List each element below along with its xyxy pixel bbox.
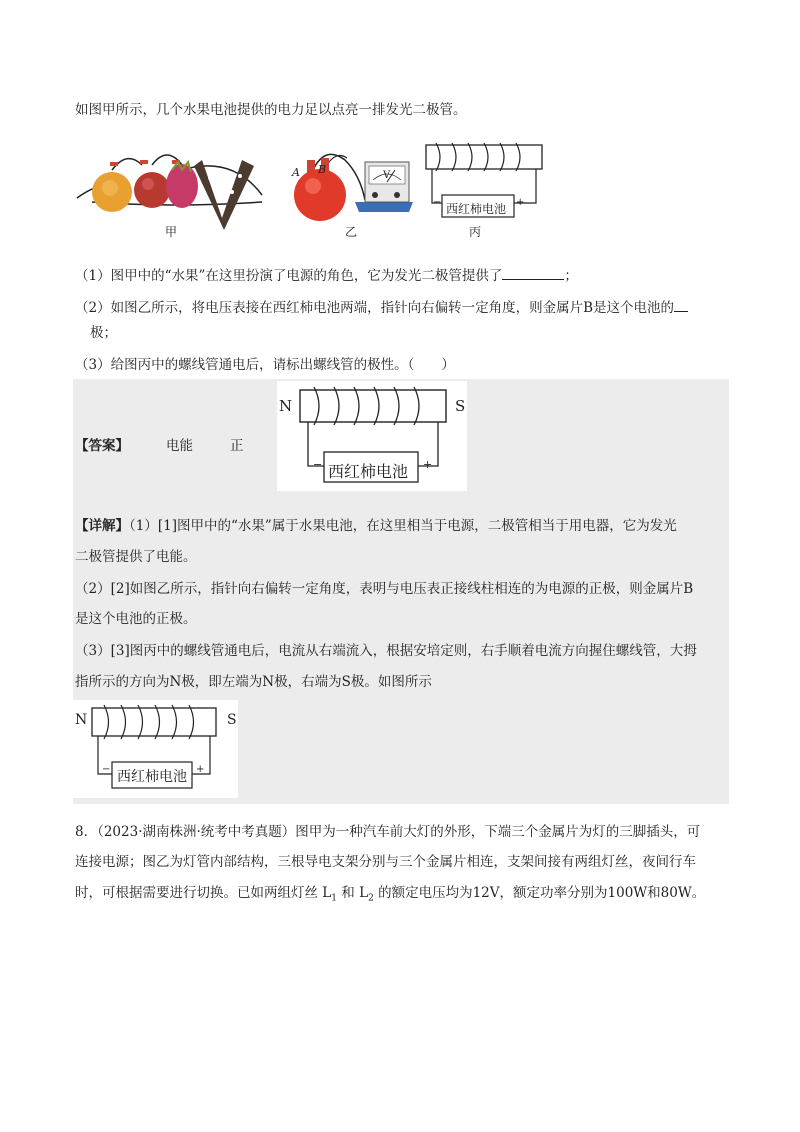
meter-label: V xyxy=(383,170,391,181)
detail-line-6: 指所示的方向为N极，即左端为N极，右端为S极。如图所示 xyxy=(75,674,432,690)
caption-bing: 丙 xyxy=(469,225,482,239)
bing-battery-label: 西红柿电池 xyxy=(446,202,507,216)
bing-minus: − xyxy=(433,197,442,208)
answer-label: 【答案】 xyxy=(75,438,129,454)
answer-minus: − xyxy=(313,458,323,471)
detail-line-5: （3）[3]图丙中的螺线管通电后，电流从右端流入，根据安培定则，右手顺着电流方向握住螺线管，大拇 xyxy=(75,643,697,659)
label-b: B xyxy=(318,163,327,176)
detail-line-3: （2）[2]如图乙所示，指针向右偏转一定角度，表明与电压表正接线柱相连的为电源的正极，则金属片B xyxy=(75,581,694,597)
caption-jia: 甲 xyxy=(165,225,178,239)
question-2: （2）如图乙所示，将电压表接在西红柿电池两端，指针向右偏转一定角度，则金属片B是这个电池的 xyxy=(75,297,688,318)
answer-fig-s: S xyxy=(455,397,466,415)
detail-battery-label: 西红柿电池 xyxy=(117,769,187,785)
answer-blank-1 xyxy=(502,265,564,280)
detail-line-2: 二极管提供了电能。 xyxy=(75,549,197,565)
answer-fig-n: N xyxy=(279,397,293,415)
q8-line-1: 8．（2023·湖南株洲·统考中考真题）图甲为一种汽车前大灯的外形，下端三个金属片为灯的三脚插头，可 xyxy=(75,824,701,840)
bing-plus: + xyxy=(516,197,525,208)
answer-plus: + xyxy=(423,458,433,471)
answer-blank-2 xyxy=(674,297,688,312)
answer-battery-label: 西红柿电池 xyxy=(328,462,409,481)
question-3: （3）给图丙中的螺线管通电后，请标出螺线管的极性。（ ） xyxy=(75,357,455,373)
detail-minus: − xyxy=(102,764,111,775)
answer-2: 正 xyxy=(230,438,244,454)
figure-yi-tomato-voltmeter xyxy=(285,140,420,225)
detail-fig-n: N xyxy=(75,712,88,728)
intro-text: 如图甲所示，几个水果电池提供的电力足以点亮一排发光二极管。 xyxy=(75,102,467,118)
caption-yi: 乙 xyxy=(345,225,358,239)
label-a: A xyxy=(292,166,300,179)
q8-line-3: 时，可根据需要进行切换。已如两组灯丝 $L_1$ 和 $L_2$ 的额定电压均为12V，额定功率分别为100W和80W。 xyxy=(75,885,706,904)
detail-line-4: 是这个电池的正极。 xyxy=(75,611,197,627)
detail-fig-s: S xyxy=(227,712,237,728)
detail-line-1: 【详解】（1）[1]图甲中的“水果”属于水果电池，在这里相当于电源，二极管相当于用电器，它为发光 xyxy=(75,518,677,534)
q8-line-2: 连接电源；图乙为灯管内部结构，三根导电支架分别与三个金属片相连，支架间接有两组灯丝，夜间行车 xyxy=(75,854,696,870)
detail-plus: + xyxy=(196,764,205,775)
question-1: （1）图甲中的“水果”在这里扮演了电源的角色，它为发光二极管提供了 ； xyxy=(75,265,578,286)
question-2-cont: 极； xyxy=(90,325,117,341)
answer-1: 电能 xyxy=(166,438,193,454)
